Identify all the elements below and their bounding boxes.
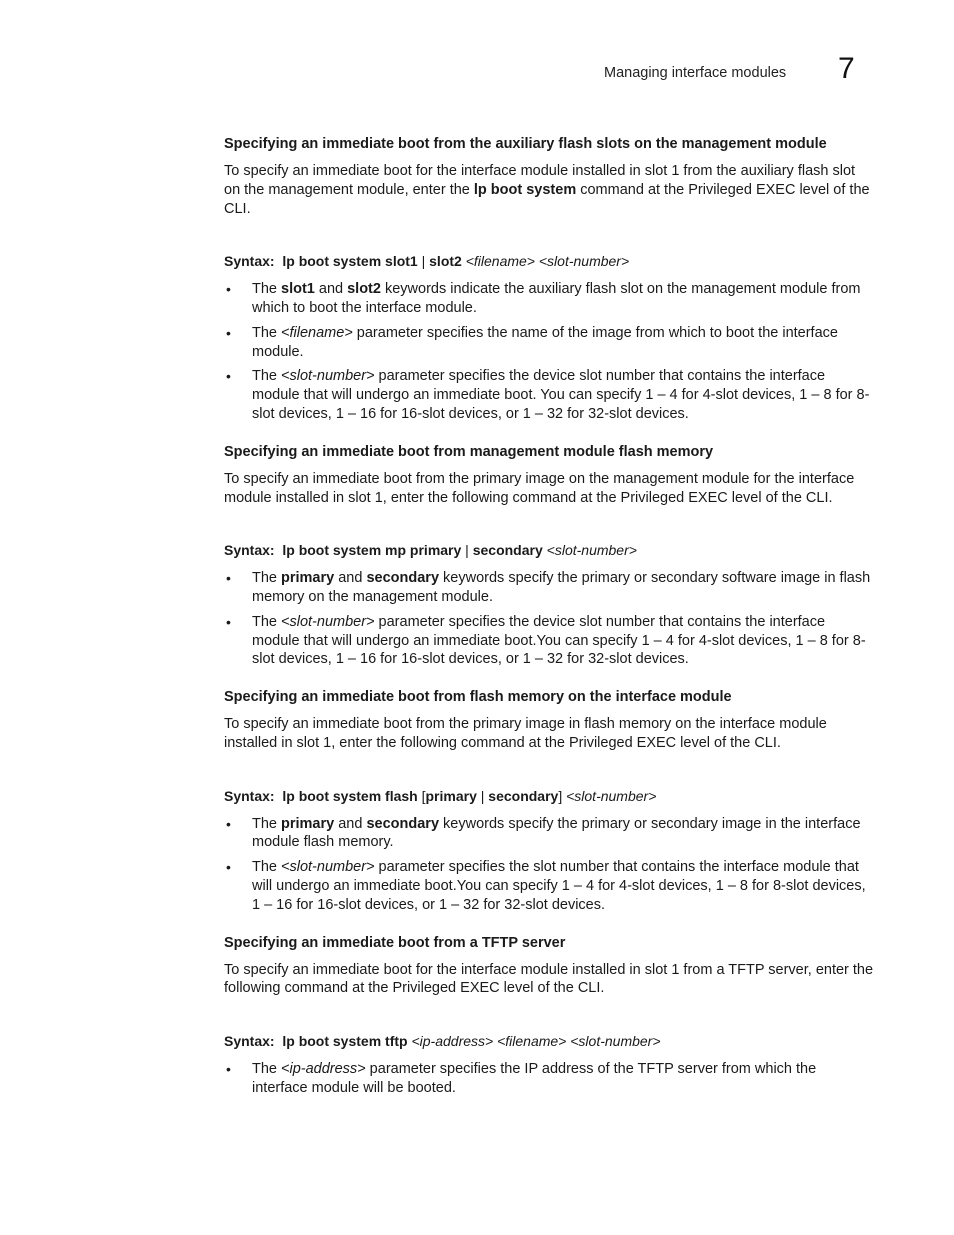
- syntax-keyword: primary: [425, 787, 477, 804]
- syntax-label: Syntax:: [224, 1033, 275, 1050]
- bullet-item: [224, 613, 874, 669]
- bullet-parameter: <slot-number>: [281, 859, 375, 876]
- syntax-parameter: <slot-number>: [566, 787, 657, 804]
- syntax-separator: |: [417, 253, 430, 270]
- syntax-separator: |: [476, 787, 489, 804]
- syntax-line: [224, 1032, 874, 1051]
- syntax-bracket: ]: [558, 787, 567, 804]
- bullet-item: [224, 324, 874, 362]
- syntax-parameter: <ip-address> <filename> <slot-number>: [407, 1033, 661, 1050]
- bullet-text: keywords specify the primary or secondary image in the interface module flash memory.: [252, 815, 861, 851]
- bullet-icon: •: [226, 859, 231, 876]
- bullet-item: [224, 280, 874, 318]
- section-lp-flash: [224, 688, 874, 914]
- bullet-item: [224, 815, 874, 853]
- intro-command: lp boot system: [473, 181, 577, 198]
- bullet-text: and: [334, 570, 367, 587]
- bullet-text: The: [252, 281, 282, 298]
- bullet-icon: •: [226, 815, 231, 832]
- bullet-keyword: primary: [281, 570, 335, 587]
- section-intro: [224, 715, 874, 753]
- intro-text: To specify an immediate boot for the interface module installed in slot 1 from a TFTP server, enter the following command at the Privileged EXEC level of the CLI.: [224, 961, 874, 997]
- bullet-text: The: [252, 1060, 282, 1077]
- bullet-list: [224, 569, 874, 669]
- syntax-keyword: secondary: [488, 787, 559, 804]
- bullet-item: [224, 1060, 874, 1098]
- bullet-item: [224, 858, 874, 914]
- bullet-icon: •: [226, 368, 231, 385]
- syntax-keyword: lp boot system slot1: [282, 253, 418, 270]
- bullet-parameter: <slot-number>: [281, 368, 375, 385]
- chapter-number: 7: [838, 52, 855, 85]
- section-auxiliary-flash: [224, 135, 874, 424]
- bullet-keyword: slot2: [347, 281, 381, 298]
- syntax-keyword: lp boot system tftp: [282, 1033, 408, 1050]
- bullet-keyword: slot1: [281, 281, 315, 298]
- section-tftp: [224, 934, 874, 1098]
- syntax-keyword: lp boot system flash: [282, 787, 418, 804]
- bullet-keyword: secondary: [366, 815, 440, 832]
- syntax-parameter: <slot-number>: [542, 542, 637, 559]
- section-heading: Specifying an immediate boot from flash memory on the interface module: [224, 689, 732, 706]
- section-intro: [224, 162, 874, 218]
- bullet-keyword: primary: [281, 815, 335, 832]
- bullet-parameter: <filename>: [281, 324, 353, 341]
- bullet-text: parameter specifies the device slot number that contains the interface module that will undergo an immediate boot. You can specify 1 – 4 for 4-slot devices, 1 – 8 for 8-slot devices, 1 – 16 for 16-slot devices, or 1 – 32 for 32-slot devices.: [252, 368, 870, 422]
- bullet-item: [224, 367, 874, 423]
- syntax-label: Syntax:: [224, 253, 275, 270]
- bullet-list: [224, 280, 874, 424]
- bullet-icon: •: [226, 613, 231, 630]
- intro-text: To specify an immediate boot from the primary image on the management module for the interface module installed in slot 1, enter the following command at the Privileged EXEC level of the CLI.: [224, 470, 855, 506]
- bullet-text: The: [252, 613, 282, 630]
- bullet-icon: •: [226, 570, 231, 587]
- intro-text: command at the Privileged EXEC level of the CLI.: [224, 181, 870, 217]
- syntax-keyword: secondary: [472, 542, 543, 559]
- bullet-text: The: [252, 368, 282, 385]
- bullet-text: The: [252, 815, 282, 832]
- bullet-text: and: [314, 281, 348, 298]
- running-header: Managing interface modules: [604, 65, 787, 81]
- bullet-text: parameter specifies the IP address of the TFTP server from which the interface module will be booted.: [252, 1060, 817, 1096]
- bullet-text: The: [252, 324, 282, 341]
- page-content: [224, 135, 874, 1098]
- bullet-text: The: [252, 859, 282, 876]
- section-heading: Specifying an immediate boot from the auxiliary flash slots on the management module: [224, 136, 827, 152]
- syntax-parameter: <filename> <slot-number>: [461, 253, 630, 270]
- bullet-icon: •: [226, 324, 231, 341]
- bullet-parameter: <slot-number>: [281, 613, 375, 630]
- syntax-bracket: [: [417, 787, 426, 804]
- section-intro: [224, 470, 874, 508]
- bullet-text: The: [252, 570, 282, 587]
- syntax-keyword: slot2: [429, 253, 462, 270]
- syntax-keyword: lp boot system mp primary: [282, 542, 462, 559]
- section-heading: Specifying an immediate boot from a TFTP server: [224, 934, 566, 951]
- bullet-text: keywords specify the primary or secondary software image in flash memory on the management module.: [252, 570, 871, 605]
- syntax-label: Syntax:: [224, 542, 275, 559]
- bullet-icon: •: [226, 1060, 231, 1077]
- bullet-text: and: [334, 815, 367, 832]
- section-heading: Specifying an immediate boot from management module flash memory: [224, 443, 714, 460]
- syntax-line: [224, 252, 874, 271]
- bullet-icon: •: [226, 281, 231, 298]
- syntax-label: Syntax:: [224, 787, 275, 804]
- bullet-text: parameter specifies the device slot number that contains the interface module that will undergo an immediate boot.You can specify 1 – 4 for 4-slot devices, 1 – 8 for 8-slot devices, 1 – 16 for 16-slot devices, or 1 – 32 for 32-slot devices.: [252, 613, 866, 668]
- intro-text: To specify an immediate boot from the primary image in flash memory on the interface module installed in slot 1, enter the following command at the Privileged EXEC level of the CLI.: [224, 716, 827, 751]
- section-intro: [224, 961, 874, 999]
- bullet-list: [224, 815, 874, 915]
- section-mp-flash: [224, 443, 874, 669]
- bullet-text: parameter specifies the slot number that contains the interface module that will undergo an immediate boot.You can specify 1 – 4 for 4-slot devices, 1 – 8 for 8-slot devices, 1 – 16 for 16-slot devices, or 1 – 32 for 32-slot devices.: [252, 859, 866, 913]
- bullet-text: keywords indicate the auxiliary flash slot on the management module from which to boot the interface module.: [252, 281, 861, 316]
- syntax-line: [224, 787, 874, 806]
- bullet-text: parameter specifies the name of the image from which to boot the interface module.: [252, 324, 838, 360]
- bullet-list: [224, 1060, 874, 1098]
- syntax-line: [224, 541, 874, 560]
- intro-text: To specify an immediate boot for the interface module installed in slot 1 from the auxiliary flash slot on the management module, enter the: [224, 163, 856, 198]
- bullet-parameter: <ip-address>: [281, 1060, 366, 1077]
- syntax-separator: |: [461, 542, 473, 559]
- bullet-keyword: secondary: [366, 570, 440, 587]
- bullet-item: [224, 569, 874, 607]
